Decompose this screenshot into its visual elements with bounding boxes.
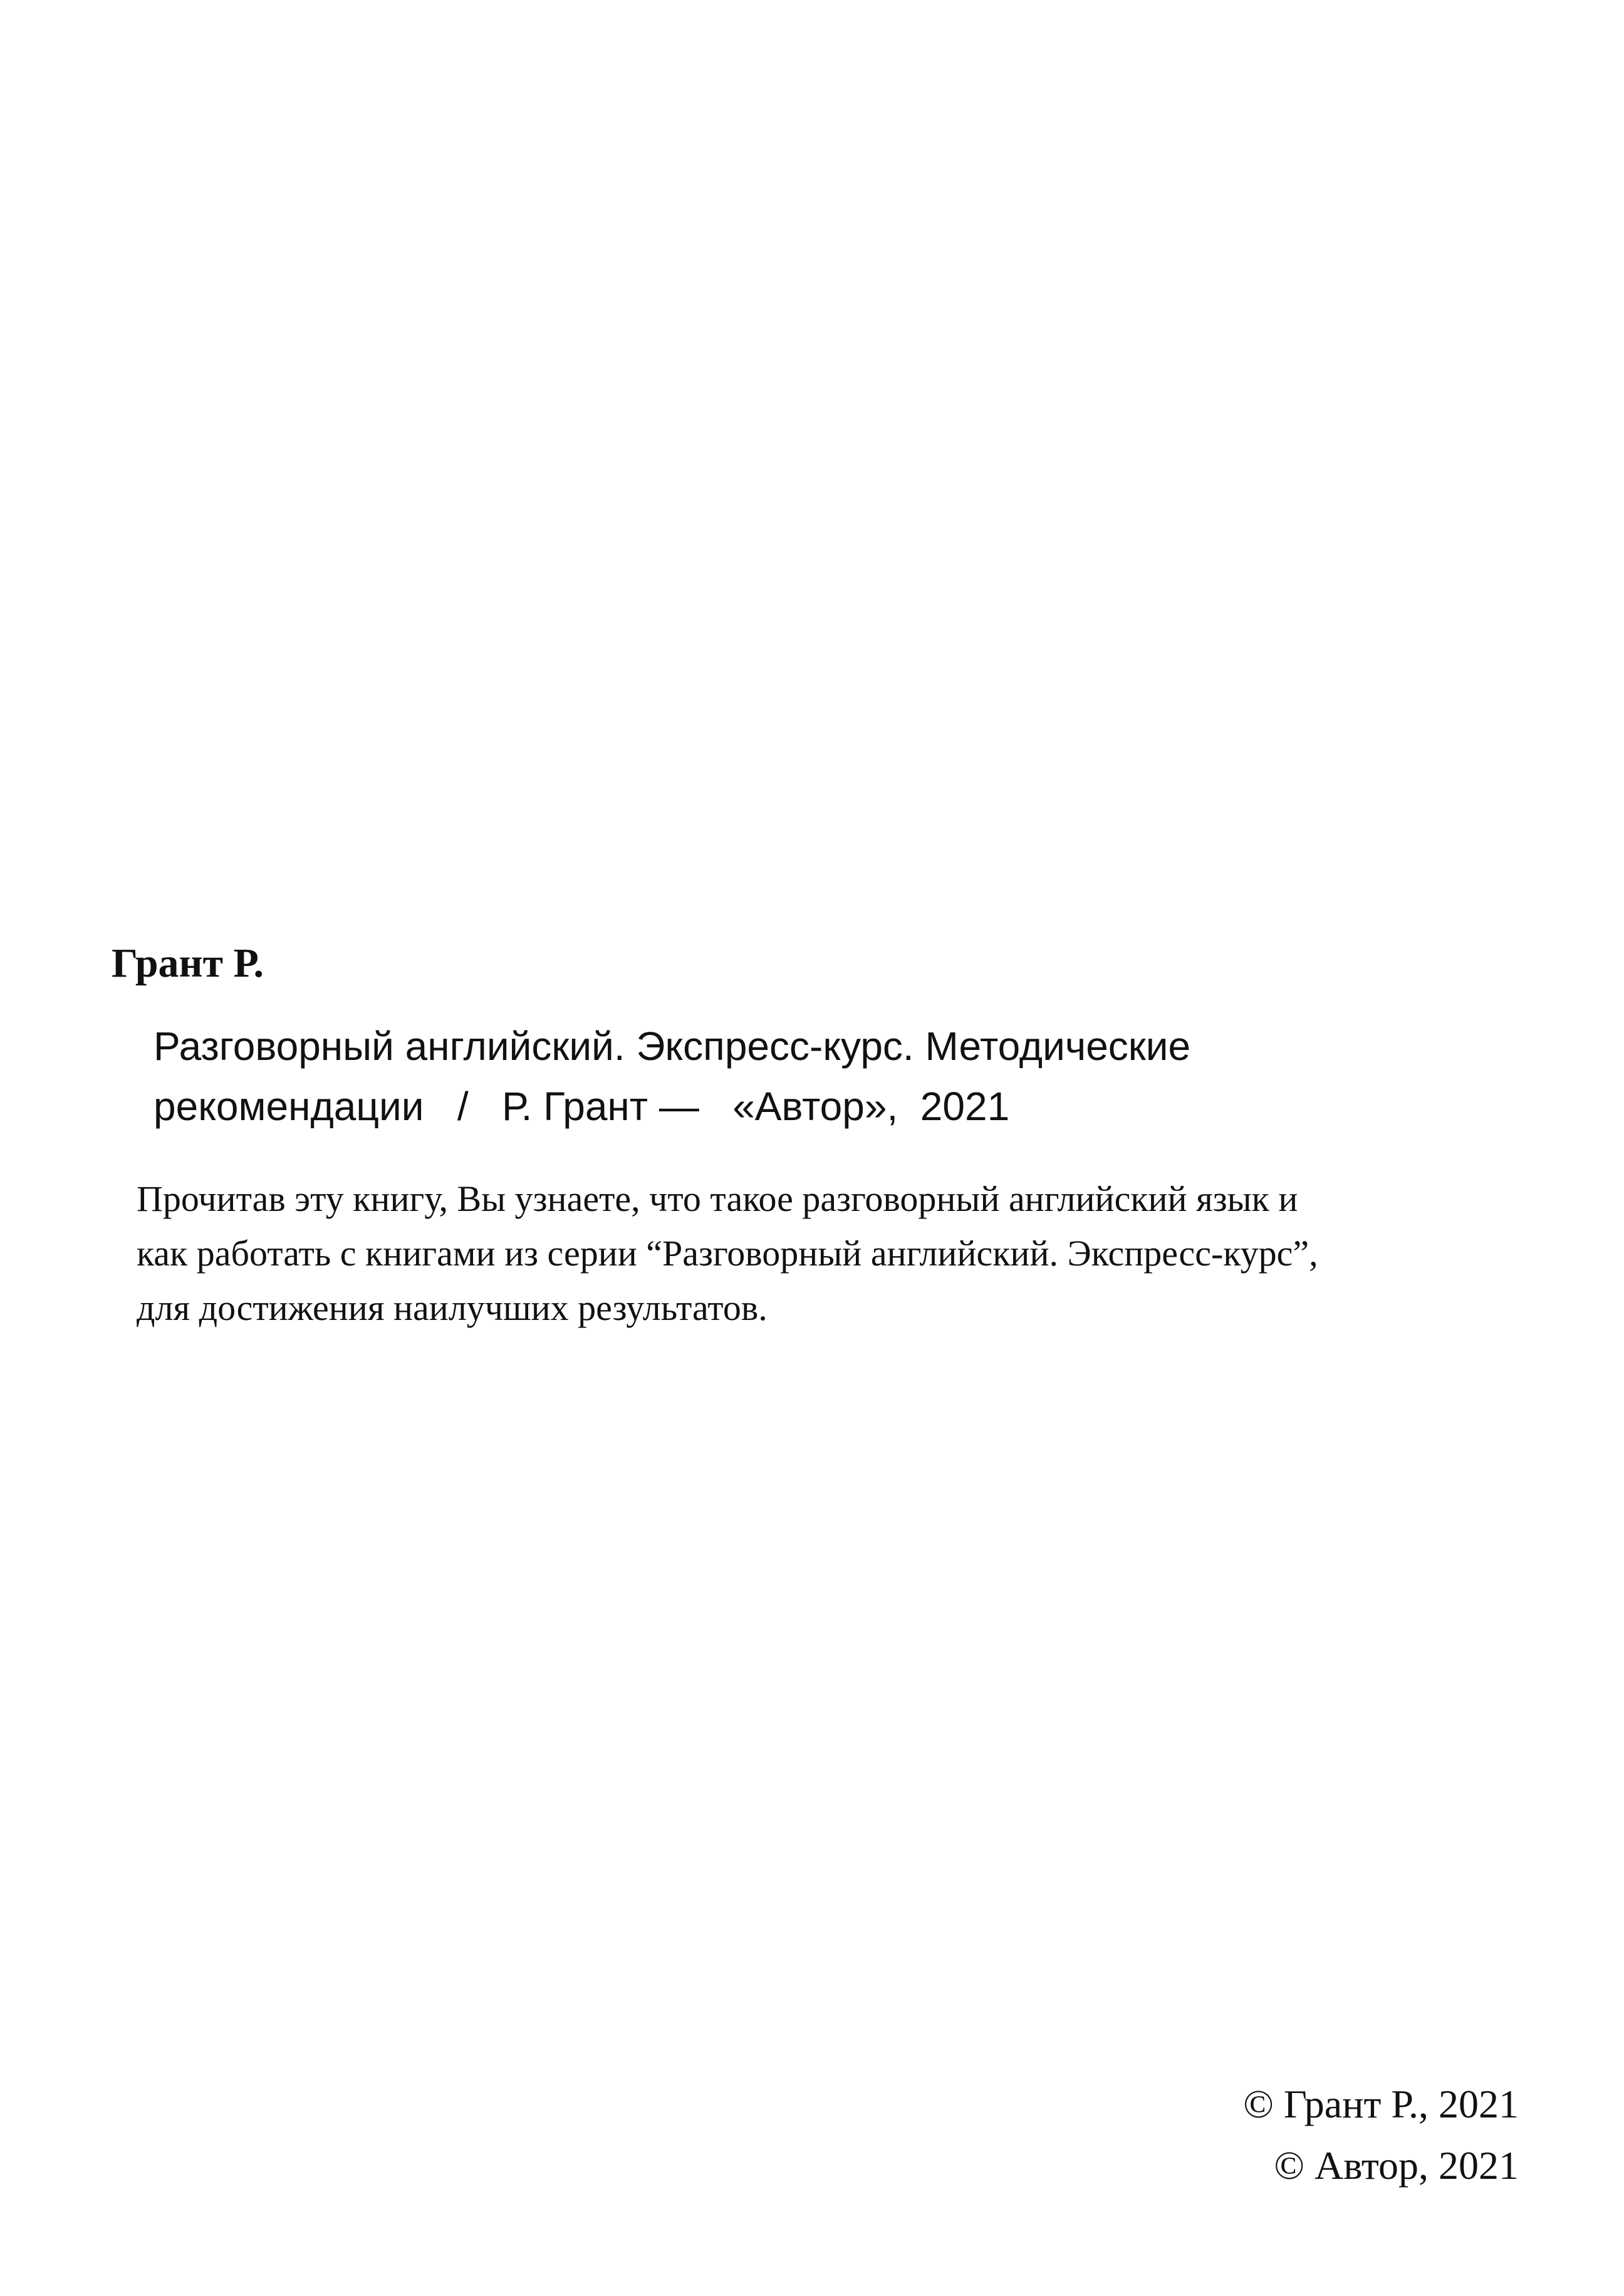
author-heading: Грант Р. [112, 940, 264, 986]
book-author: Р. Грант [502, 1084, 648, 1129]
book-title-line: Разговорный английский. Экспресс-курс. Методические [154, 1024, 1191, 1069]
bibliographic-record [154, 1016, 1190, 1136]
bibliographic-details-line [154, 1076, 1190, 1136]
annotation-line: для достижения наилучших результатов. [137, 1287, 768, 1328]
publisher-name: «Автор», [732, 1084, 898, 1129]
copyright-publisher: © Автор, 2021 [1274, 2143, 1519, 2188]
copyright-author: © Грант Р., 2021 [1243, 2082, 1519, 2126]
publication-year: 2021 [920, 1084, 1010, 1129]
book-title-continuation: рекомендации [154, 1084, 424, 1129]
slash-separator: / [457, 1084, 469, 1129]
dash-separator: — [658, 1084, 699, 1129]
copyright-block [1243, 2074, 1519, 2196]
annotation-line: как работать с книгами из серии “Разговорный английский. Экспресс-курс”, [137, 1233, 1318, 1274]
book-annotation [137, 1171, 1318, 1335]
annotation-line: Прочитав эту книгу, Вы узнаете, что такое разговорный английский язык и [137, 1178, 1298, 1219]
